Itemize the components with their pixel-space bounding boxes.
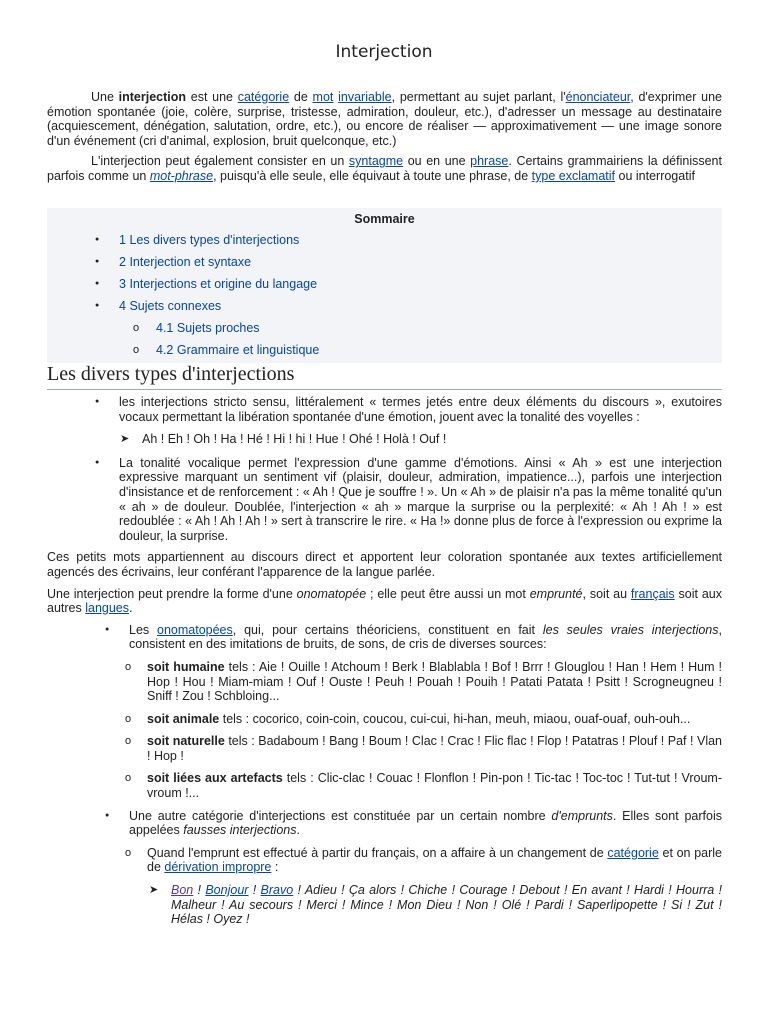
toc-label: Sujets proches: [176, 321, 260, 335]
link-langues[interactable]: langues: [85, 601, 130, 616]
toc-number: 4.1: [156, 321, 174, 335]
italic-term: les seules vraies interjections: [542, 622, 719, 637]
link-bonjour[interactable]: Bonjour: [205, 883, 249, 898]
sub-list-item: [47, 771, 722, 800]
link-onomatopees[interactable]: onomatopées: [157, 622, 233, 637]
text: L'interjection peut également consister en un: [91, 154, 349, 169]
toc-label: Sujets connexes: [129, 299, 222, 313]
text: , consistent en des imitations de bruits, de sons, de cris de diverses sources:: [129, 622, 722, 652]
list-item: [47, 456, 722, 544]
text: tels : cocorico, coin-coin, coucou, cui-cui, hi-han, meuh, miaou, ouaf-ouaf, ouh-ouh...: [219, 711, 691, 726]
section-body: [47, 395, 722, 927]
text: Une: [91, 90, 119, 104]
link-bon[interactable]: Bon: [171, 883, 194, 898]
list-item: [47, 395, 722, 424]
toc-item[interactable]: [47, 317, 722, 339]
link-bravo[interactable]: Bravo: [260, 883, 294, 898]
text: ou en une: [403, 154, 471, 169]
toc-link[interactable]: [119, 255, 251, 269]
text: .: [296, 823, 300, 838]
toc-label: Les divers types d'interjections: [129, 233, 300, 247]
toc-link[interactable]: [119, 233, 299, 247]
toc-number: 4.2: [156, 343, 174, 357]
link-categorie[interactable]: catégorie: [237, 90, 290, 104]
text: .: [129, 601, 133, 616]
bold-term: soit humaine: [147, 659, 225, 674]
text: ; elle peut être aussi un mot: [366, 586, 530, 601]
text: , d'exprimer une émotion spontanée (joie, colère, surprise, tristesse, admiration, douleur, etc.), d'adresser un message au destinataire (acquiescement, dénégation, salutation, ordre, etc.), ou encore de réaliser — approximativement — une image sonore d'un événement (cri d'animal, explosion, bruit quelconque, etc.): [47, 90, 722, 148]
toc-item[interactable]: [47, 229, 722, 251]
toc-number: 2: [119, 255, 126, 269]
link-phrase[interactable]: phrase: [470, 154, 509, 169]
link-francais[interactable]: français: [630, 586, 675, 601]
text: Une interjection peut prendre la forme d'une: [47, 586, 297, 601]
list-item: [47, 432, 722, 447]
text: tels : Clic-clac ! Couac ! Flonflon ! Pin-pon ! Tic-tac ! Toc-toc ! Tut-tut ! Vroum-vroum !...: [147, 771, 722, 801]
italic-term: emprunté: [529, 586, 583, 601]
table-of-contents: [47, 208, 722, 363]
text: La tonalité vocalique permet l'expression d'une gamme d'émotions. Ainsi « Ah » est une interjection expressive marquant un sentiment vif (plaisir, douleur, admiration, impatience...), parfois une interjection d'insistance et de renforcement : « Ah ! Que je souffre ! ». Un « Ah » de plaisir n'a pas la même tonalité qu'un « ah » de douleur. Doublée, l'interjection « ah » marque la surprise ou la perplexité: « Ah ! Ah ! » est redoublée : « Ah ! Ah ! Ah ! » sert à transcrire le rire. « Ha !» donne plus de force à l'expression ou exprime la douleur, la surprise.: [119, 455, 722, 543]
toc-number: 4: [119, 299, 126, 313]
toc-title: Sommaire: [354, 212, 415, 226]
link-invariable[interactable]: invariable: [338, 90, 392, 104]
toc-list: [47, 229, 722, 361]
link-mot-phrase[interactable]: mot-phrase: [149, 168, 214, 183]
toc-link[interactable]: [119, 299, 221, 313]
text: Ah ! Eh ! Oh ! Ha ! Hé ! Hi ! hi ! Hue ! Ohé ! Holà ! Ouf !: [142, 432, 447, 447]
toc-item[interactable]: [47, 273, 722, 295]
italic-term: onomatopée: [296, 586, 367, 601]
bold-term: soit liées aux artefacts: [147, 771, 283, 786]
toc-number: 1: [119, 233, 126, 247]
section-heading: Les divers types d'interjections: [47, 362, 722, 390]
toc-link[interactable]: [119, 277, 317, 291]
text: , soit au: [582, 586, 631, 601]
list-item: [47, 623, 722, 652]
toc-link[interactable]: [156, 343, 319, 357]
intro-paragraph-2: [47, 154, 722, 183]
link-enonciateur[interactable]: énonciateur: [565, 90, 631, 104]
text: tels : Badaboum ! Bang ! Boum ! Clac ! Crac ! Flic flac ! Flop ! Patatras ! Plouf ! Paf ! Vlan ! Hop !: [147, 734, 723, 763]
intro: [47, 90, 722, 184]
link-categorie[interactable]: catégorie: [607, 845, 659, 860]
text: . Certains grammairiens la définissent parfois comme un: [47, 154, 722, 183]
text: , puisqu'à elle seule, elle équivaut à toute une phrase, de: [213, 168, 532, 183]
text: est une: [186, 90, 238, 104]
link-derivation-impropre[interactable]: dérivation impropre: [164, 860, 272, 875]
link-mot[interactable]: mot: [312, 90, 334, 104]
text: tels : Aie ! Ouille ! Atchoum ! Berk ! Blablabla ! Bof ! Brrr ! Glouglou ! Han ! Hem ! Hum ! Hop ! Hou ! Miam-miam ! Ouf ! Ouste ! Peuh ! Pouah ! Pouih ! Patati Patata ! Psitt ! Scrogneugneu ! Sniff ! Zou ! Schbloing...: [147, 659, 723, 704]
list-item: [47, 809, 722, 838]
toc-number: 3: [119, 277, 126, 291]
text: de: [289, 90, 313, 104]
text: et on parle de: [147, 845, 722, 875]
text: les interjections stricto sensu, littéralement « termes jetés entre deux éléments du discours », exutoires vocaux permettant la libération spontanée d'une émotion, jouent avec la tonalité des voyelles :: [119, 395, 722, 424]
sub-list-item: [47, 712, 722, 727]
intro-paragraph-1: [47, 90, 722, 148]
bold-term: interjection: [118, 90, 187, 104]
paragraph: Ces petits mots appartiennent au discours direct et apportent leur coloration spontanée aux textes artificiellement agencés des écrivains, leur conférant l'apparence de la langue parlée.: [47, 550, 722, 579]
toc-label: Interjection et syntaxe: [129, 255, 252, 269]
page-title: Interjection: [335, 42, 433, 62]
text: ! Adieu ! Ça alors ! Chiche ! Courage ! Debout ! En avant ! Hardi ! Hourra ! Malheur ! Au secours ! Merci ! Mince ! Mon Dieu ! Non ! Olé ! Pardi ! Saperlipopette ! Si ! Zut ! Hélas ! Oyez !: [171, 883, 722, 927]
toc-link[interactable]: [156, 321, 260, 335]
list-item: [47, 883, 722, 927]
bold-term: soit animale: [147, 711, 220, 726]
italic-term: fausses interjections: [183, 823, 297, 838]
toc-item[interactable]: [47, 295, 722, 317]
text: ou interrogatif: [615, 168, 695, 183]
text: :: [271, 860, 279, 875]
text: Une autre catégorie d'interjections est constituée par un certain nombre: [129, 808, 552, 823]
toc-label: Grammaire et linguistique: [176, 343, 320, 357]
text: !: [248, 883, 261, 898]
link-type-exclamatif[interactable]: type exclamatif: [531, 168, 616, 183]
toc-item[interactable]: [47, 251, 722, 273]
paragraph: [47, 587, 722, 616]
bold-term: soit naturelle: [147, 734, 225, 749]
toc-label: Interjections et origine du langage: [129, 277, 318, 291]
italic-term: d'emprunts: [551, 808, 613, 823]
text: Les: [129, 622, 157, 637]
text: Quand l'emprunt est effectué à partir du français, on a affaire à un changement de: [147, 845, 608, 860]
text: soit aux autres: [47, 586, 722, 616]
text: !: [193, 883, 206, 898]
text: , qui, pour certains théoriciens, constituent en fait: [232, 622, 543, 637]
link-syntagme[interactable]: syntagme: [348, 154, 404, 169]
sub-list-item: [47, 734, 722, 763]
toc-item[interactable]: [47, 339, 722, 361]
text: . Elles sont parfois appelées: [129, 808, 722, 838]
text: , permettant au sujet parlant, l': [391, 90, 566, 104]
sub-list-item: [47, 846, 722, 875]
sub-list-item: [47, 660, 722, 704]
